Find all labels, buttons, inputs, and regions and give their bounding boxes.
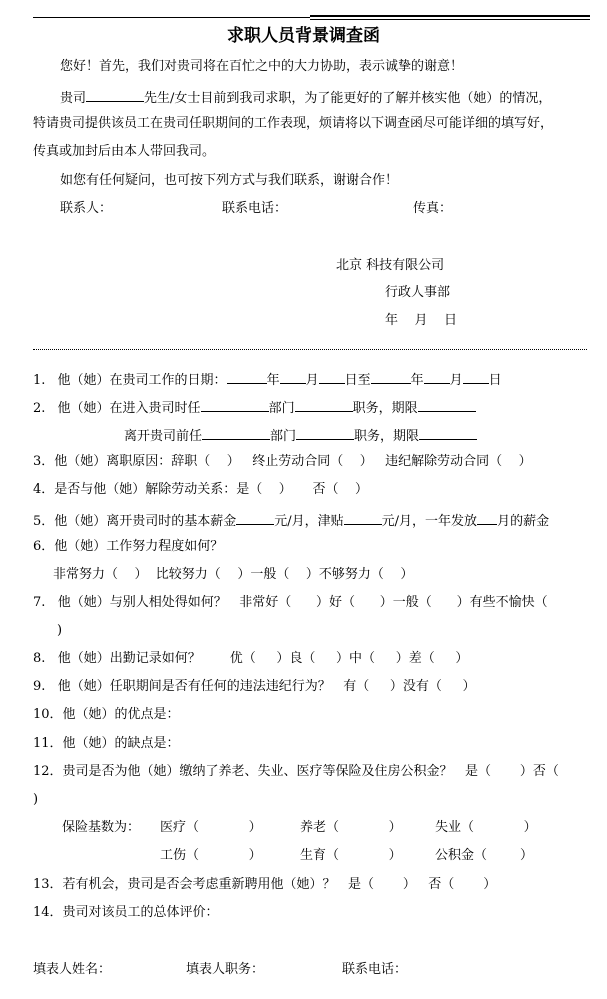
question-13[interactable]: 13．若有机会，贵司是否会考虑重新聘用他（她）？ 是（ ） 否（ ）	[33, 877, 497, 892]
filler-title-label: 填表人职务：	[186, 962, 265, 977]
phone-label: 联系电话：	[222, 201, 288, 216]
question-14: 14．贵司对该员工的总体评价：	[33, 905, 219, 920]
fax-label: 传真：	[413, 201, 453, 216]
day-blank[interactable]	[319, 371, 345, 384]
header-rule-right-thin	[310, 19, 590, 20]
question-6: 6．他（她）工作努力程度如何？	[33, 539, 224, 554]
month-blank[interactable]	[424, 371, 450, 384]
signature-company: 北京 科技有限公司	[336, 258, 445, 273]
question-number: 1.	[33, 373, 46, 388]
term-blank[interactable]	[419, 427, 477, 440]
allowance-blank[interactable]	[344, 512, 382, 525]
intro-paragraph-line2: 特请贵司提供该员工在贵司任职期间的工作表现，烦请将以下调查函尽可能详细的填写好，	[33, 116, 554, 131]
position-blank[interactable]	[295, 399, 353, 412]
signature-date: 年 月 日	[385, 313, 458, 328]
filler-phone-label: 联系电话：	[342, 962, 408, 977]
contact-label: 联系人：	[60, 201, 113, 216]
question-text: 职务，期限	[352, 401, 418, 416]
question-11: 11．他（她）的缺点是：	[33, 736, 180, 751]
question-text: 日至	[344, 373, 371, 388]
intro-greeting: 您好！首先，我们对贵司将在百忙之中的大力协助，表示诚挚的谢意！	[60, 59, 464, 74]
insurance-housing-fund[interactable]: 公积金（ ）	[435, 848, 534, 863]
page-title: 求职人员背景调查函	[227, 26, 380, 46]
insurance-unemployment[interactable]: 失业（ ）	[435, 820, 537, 835]
question-number: 2.	[33, 401, 46, 416]
name-blank[interactable]	[86, 89, 144, 102]
question-text: 元/月，津贴	[274, 514, 344, 529]
question-text: 离开贵司前任	[124, 429, 203, 444]
year-blank[interactable]	[227, 371, 267, 384]
question-3: 3．他（她）离职原因：辞职（ ） 终止劳动合同（ ） 违纪解除劳动合同（ ）	[33, 454, 532, 469]
signature-department: 行政人事部	[385, 285, 451, 300]
insurance-injury[interactable]: 工伤（ ）	[160, 848, 262, 863]
question-text: 部门	[268, 401, 295, 416]
question-text: 月	[305, 373, 319, 388]
question-text: 年	[410, 373, 424, 388]
question-6-options[interactable]: 非常努力（ ） 比较努力（ ）一般（ ）不够努力（ ）	[53, 567, 414, 582]
salary-blank[interactable]	[236, 512, 274, 525]
question-12-end: )	[33, 792, 39, 807]
question-text: 年	[266, 373, 280, 388]
question-text: 月	[449, 373, 463, 388]
question-9[interactable]: 9. 他（她）任职期间是否有任何的违法违纪行为？ 有（ ）没有（ ）	[33, 679, 476, 694]
question-text: 部门	[270, 429, 297, 444]
insurance-medical[interactable]: 医疗（ ）	[160, 820, 262, 835]
term-blank[interactable]	[418, 399, 476, 412]
months-blank[interactable]	[477, 512, 497, 525]
question-2	[33, 399, 476, 415]
question-text: 他（她）在贵司工作的日期：	[57, 373, 227, 388]
year-blank[interactable]	[371, 371, 411, 384]
intro-contact-note: 如您有任何疑问，也可按下列方式与我们联系，谢谢合作！	[60, 173, 399, 188]
insurance-base-label: 保险基数为：	[62, 820, 141, 835]
department-blank[interactable]	[202, 427, 270, 440]
intro-paragraph-line1	[60, 89, 551, 105]
question-1	[33, 371, 502, 387]
department-blank[interactable]	[201, 399, 269, 412]
filler-name-label: 填表人姓名：	[33, 962, 112, 977]
question-4: 4．是否与他（她）解除劳动关系：是（ ） 否（ ）	[33, 482, 368, 497]
question-text: 5．他（她）离开贵司时的基本薪金	[33, 514, 237, 529]
header-rule-left	[33, 17, 310, 18]
insurance-pension[interactable]: 养老（ ）	[300, 820, 402, 835]
intro-text: 先生/女士目前到我司求职，为了能更好的了解并核实他（她）的情况，	[144, 91, 552, 106]
question-text: 元/月，一年发放	[381, 514, 478, 529]
intro-text: 贵司	[60, 91, 87, 106]
question-12[interactable]: 12．贵司是否为他（她）缴纳了养老、失业、医疗等保险及住房公积金？ 是（ ）否（	[33, 764, 559, 779]
question-8[interactable]: 8. 他（她）出勤记录如何？ 优（ ）良（ ）中（ ）差（ ）	[33, 651, 469, 666]
header-rule-right	[310, 15, 590, 17]
insurance-maternity[interactable]: 生育（ ）	[300, 848, 402, 863]
question-7-end: )	[57, 623, 63, 638]
question-7[interactable]: 7. 他（她）与别人相处得如何？ 非常好（ ）好（ ）一般（ ）有些不愉快（	[33, 595, 548, 610]
question-10: 10．他（她）的优点是：	[33, 707, 180, 722]
position-blank[interactable]	[296, 427, 354, 440]
cut-line	[33, 349, 587, 350]
question-text: 他（她）在进入贵司时任	[57, 401, 201, 416]
intro-paragraph-line3: 传真或加封后由本人带回我司。	[33, 144, 216, 159]
question-text: 日	[488, 373, 502, 388]
month-blank[interactable]	[280, 371, 306, 384]
question-2-leave	[124, 427, 477, 443]
question-text: 月的薪金	[497, 514, 550, 529]
question-5	[33, 512, 549, 528]
question-text: 职务，期限	[354, 429, 420, 444]
day-blank[interactable]	[463, 371, 489, 384]
